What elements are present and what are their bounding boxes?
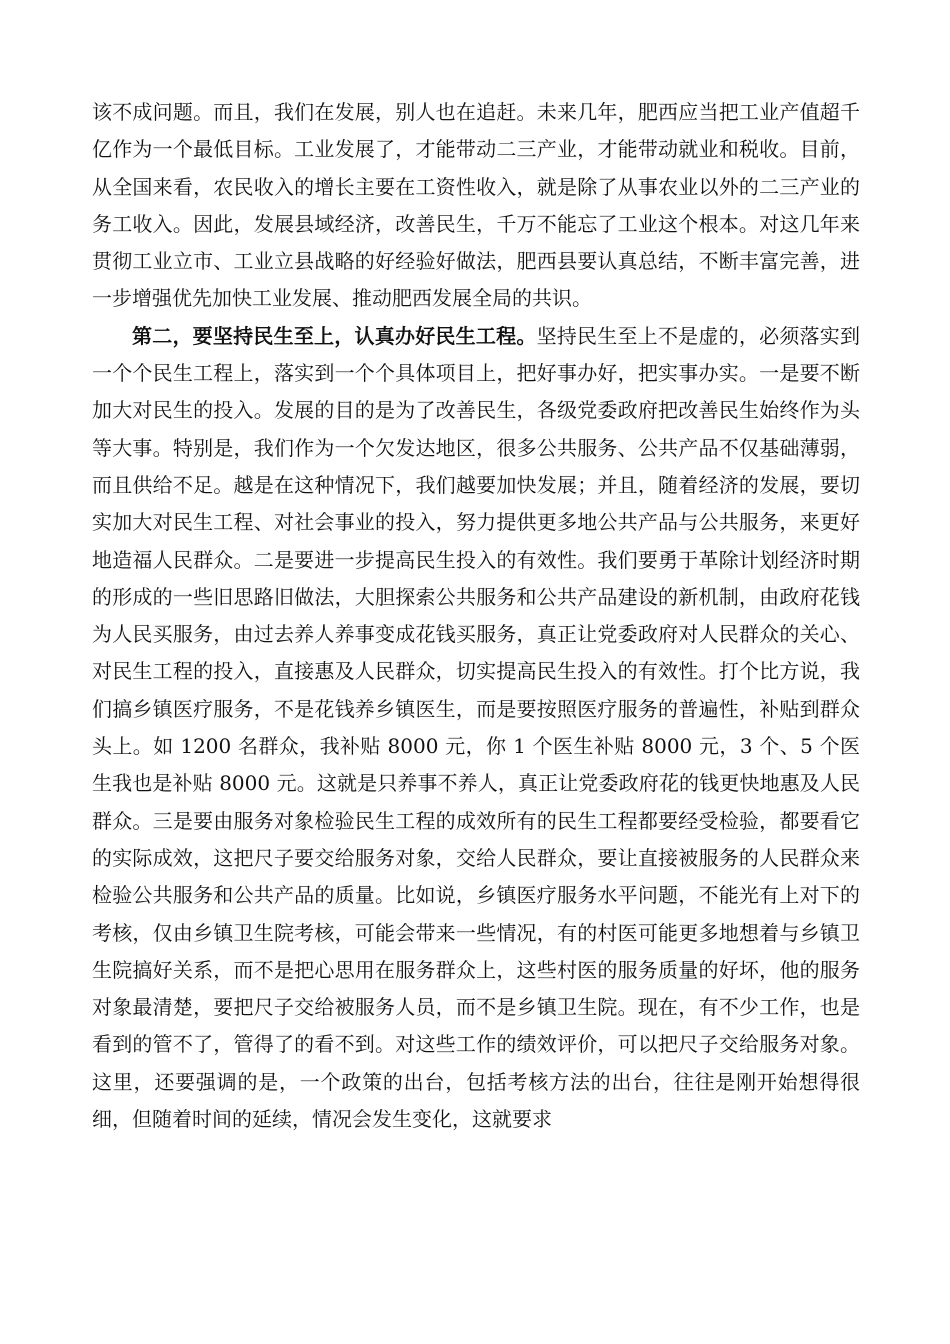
paragraph-industry	[92, 94, 860, 318]
paragraph-text: 坚持民生至上不是虚的，必须落实到一个个民生工程上，落实到一个个具体项目上，把好事办好，把实事办实。一是要不断加大对民生的投入。发展的目的是为了改善民生，各级党委政府把改善民生始终作为头等大事。特别是，我们作为一个欠发达地区，很多公共服务、公共产品不仅基础薄弱，而且供给不足。越是在这种情况下，我们越要加快发展；并且，随着经济的发展，要切实加大对民生工程、对社会事业的投入，努力提供更多地公共产品与公共服务，来更好地造福人民群众。二是要进一步提高民生投入的有效性。我们要勇于革除计划经济时期的形成的一些旧思路旧做法，大胆探索公共服务和公共产品建设的新机制，由政府花钱为人民买服务，由过去养人养事变成花钱买服务，真正让党委政府对人民群众的关心、对民生工程的投入，直接惠及人民群众，切实提高民生投入的有效性。打个比方说，我们搞乡镇医疗服务，不是花钱养乡镇医生，而是要按照医疗服务的普遍性，补贴到群众头上。如 1200 名群众，我补贴 8000 元，你 1 个医生补贴 8000 元，3 个、5 个医生我也是补贴 8000 元。这就是只养事不养人，真正让党委政府花的钱更快地惠及人民群众。三是要由服务对象检验民生工程的成效所有的民生工程都要经受检验，都要看它的实际成效，这把尺子要交给服务对象，交给人民群众，要让直接被服务的人民群众来检验公共服务和公共产品的质量。比如说，乡镇医疗服务水平问题，不能光有上对下的考核，仅由乡镇卫生院考核，可能会带来一些情况，有的村医可能更多地想着与乡镇卫生院搞好关系，而不是把心思用在服务群众上，这些村医的服务质量的好坏，他的服务对象最清楚，要把尺子交给被服务人员，而不是乡镇卫生院。现在，有不少工作，也是看到的管不了，管得了的看不到。对这些工作的绩效评价，可以把尺子交给服务对象。这里，还要强调的是，一个政策的出台，包括考核方法的出台，往往是刚开始想得很细，但随着时间的延续，情况会发生变化，这就要求	[92, 323, 861, 1132]
paragraph-text: 该不成问题。而且，我们在发展，别人也在追赶。未来几年，肥西应当把工业产值超千亿作为一个最低目标。工业发展了，才能带动二三产业，才能带动就业和税收。目前，从全国来看，农民收入的增长主要在工资性收入，就是除了从事农业以外的二三产业的务工收入。因此，发展县域经济，改善民生，千万不能忘了工业这个根本。对这几年来贯彻工业立市、工业立县战略的好经验好做法，肥西县要认真总结，不断丰富完善，进一步增强优先加快工业发展、推动肥西发展全局的共识。	[92, 100, 860, 311]
document-page	[92, 94, 860, 1138]
paragraph-heading: 第二，要坚持民生至上，认真办好民生工程。	[132, 323, 537, 348]
paragraph-livelihood	[92, 318, 860, 1139]
